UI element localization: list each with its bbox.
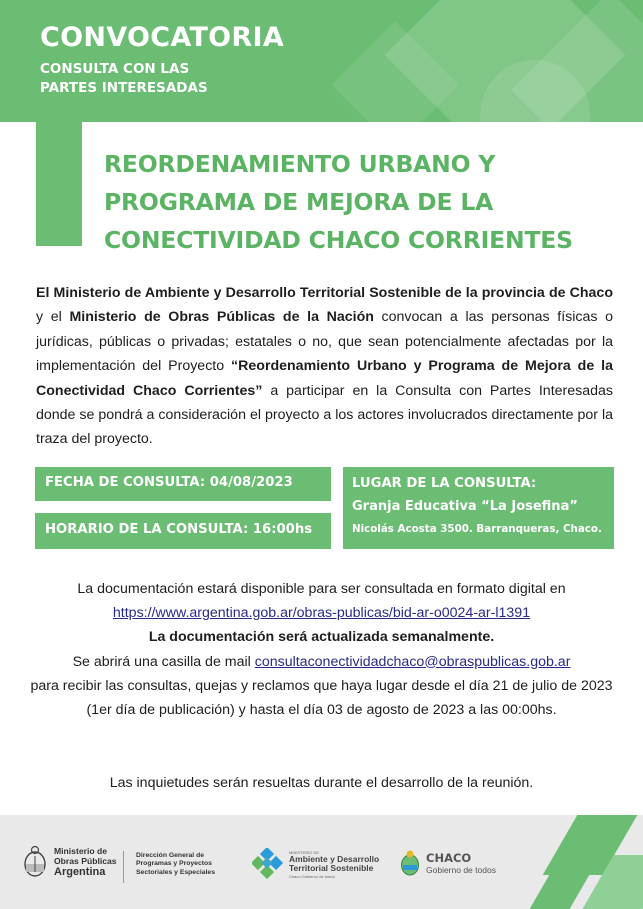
dg-line2: Programas y Proyectos bbox=[136, 860, 212, 868]
header-subtitle-line1: CONSULTA CON LAS bbox=[40, 61, 190, 77]
chaco-emblem-icon bbox=[400, 850, 420, 876]
intro-text: y el bbox=[36, 309, 70, 326]
footer-logos bbox=[0, 815, 643, 909]
closing-note: Las inquietudes serán resueltas durante el desarrollo de la reunión. bbox=[109, 775, 534, 791]
doc-line4: para recibir las consultas, quejas y reclamos que haya lugar desde el día 21 de julio de 2023 bbox=[30, 677, 613, 694]
amb-small: MINISTERIO DE bbox=[289, 849, 320, 855]
page-title-line2: PROGRAMA DE MEJORA DE LA bbox=[104, 188, 494, 216]
amb-line1: Ambiente y Desarrollo bbox=[289, 853, 380, 864]
intro-bold-ministerio-ambiente: El Ministerio de Ambiente y Desarrollo Territorial Sostenible de la provincia de Chaco bbox=[36, 285, 613, 301]
intro-bold-proyecto: “Reordenamiento Urbano y Programa de Mejora de la Conectividad Chaco Corrientes” bbox=[36, 358, 613, 399]
page-title-line1: REORDENAMIENTO URBANO Y bbox=[104, 150, 496, 178]
email-link[interactable]: consultaconectividadchaco@obraspublicas.gob.ar bbox=[254, 653, 571, 670]
header-title: CONVOCATORIA bbox=[40, 22, 285, 53]
ambiente-logo-icon bbox=[252, 848, 284, 880]
header-banner bbox=[0, 0, 643, 122]
ministerio-line2: Obras Públicas bbox=[54, 855, 117, 866]
logo-ministerio-ambiente bbox=[252, 848, 379, 880]
documentation-link[interactable]: https://www.argentina.gob.ar/obras-publicas/bid-ar-o0024-ar-l1391 bbox=[112, 605, 531, 622]
header-subtitle-line2: PARTES INTERESADAS bbox=[40, 80, 208, 96]
horario-label: HORARIO DE LA CONSULTA: bbox=[45, 522, 249, 537]
decorative-shape bbox=[530, 873, 591, 909]
header-subtitle bbox=[40, 60, 300, 98]
lugar-address: Nicolás Acosta 3500. Barranqueras, Chaco. bbox=[352, 523, 602, 535]
fecha-value: 04/08/2023 bbox=[205, 475, 293, 490]
dg-line3: Sectoriales y Especiales bbox=[136, 868, 215, 876]
logo-ministerio-obras-publicas bbox=[23, 845, 117, 879]
doc-line5: (1er día de publicación) y hasta el día 03 de agosto de 2023 a las 00:00hs. bbox=[86, 702, 557, 719]
intro-paragraph bbox=[36, 281, 613, 452]
divider bbox=[123, 851, 124, 883]
ministerio-line1: Ministerio de bbox=[54, 845, 108, 856]
argentina-emblem-icon bbox=[23, 845, 47, 879]
logo-direccion-general bbox=[136, 852, 226, 877]
horario-consulta-box bbox=[35, 513, 331, 549]
lugar-consulta-box bbox=[343, 467, 614, 549]
ministerio-line3: Argentina bbox=[54, 865, 106, 878]
lugar-place: Granja Educativa “La Josefina” bbox=[352, 499, 578, 514]
intro-text: a participar en la Consulta con Partes Interesadas donde se pondrá a consideración el proyecto a los actores involucrados directamente por la traza del proyecto. bbox=[36, 382, 613, 448]
doc-update-note: La documentación será actualizada semanalmente. bbox=[148, 629, 495, 646]
horario-value: 16:00hs bbox=[248, 522, 313, 537]
title-accent-bar bbox=[36, 122, 82, 246]
doc-line1: La documentación estará disponible para ser consultada en formato digital en bbox=[77, 581, 566, 597]
logo-chaco bbox=[400, 850, 496, 876]
page-title bbox=[104, 145, 624, 259]
intro-text: convocan a las personas físicas o jurídicas, públicas o privadas; estatales o no, que sean potencialmente afectadas por la implementación del Proyecto bbox=[36, 309, 613, 375]
intro-bold-ministerio-obras: Ministerio de Obras Públicas de la Nación bbox=[69, 309, 374, 326]
fecha-label: FECHA DE CONSULTA: bbox=[45, 475, 206, 490]
page-title-line3: CONECTIVIDAD CHACO CORRIENTES bbox=[104, 226, 573, 254]
lugar-label: LUGAR DE LA CONSULTA: bbox=[352, 476, 537, 491]
amb-line2: Territorial Sostenible bbox=[289, 863, 374, 873]
chaco-tagline: Gobierno de todos bbox=[426, 865, 496, 875]
documentation-section bbox=[20, 577, 623, 722]
amb-line3: Chaco Gobierno de todos bbox=[289, 873, 335, 879]
dg-line1: Dirección General de bbox=[136, 852, 204, 859]
doc-mail-prefix: Se abrirá una casilla de mail bbox=[72, 653, 255, 670]
fecha-consulta-box bbox=[35, 467, 331, 501]
chaco-name: CHACO bbox=[426, 851, 472, 865]
